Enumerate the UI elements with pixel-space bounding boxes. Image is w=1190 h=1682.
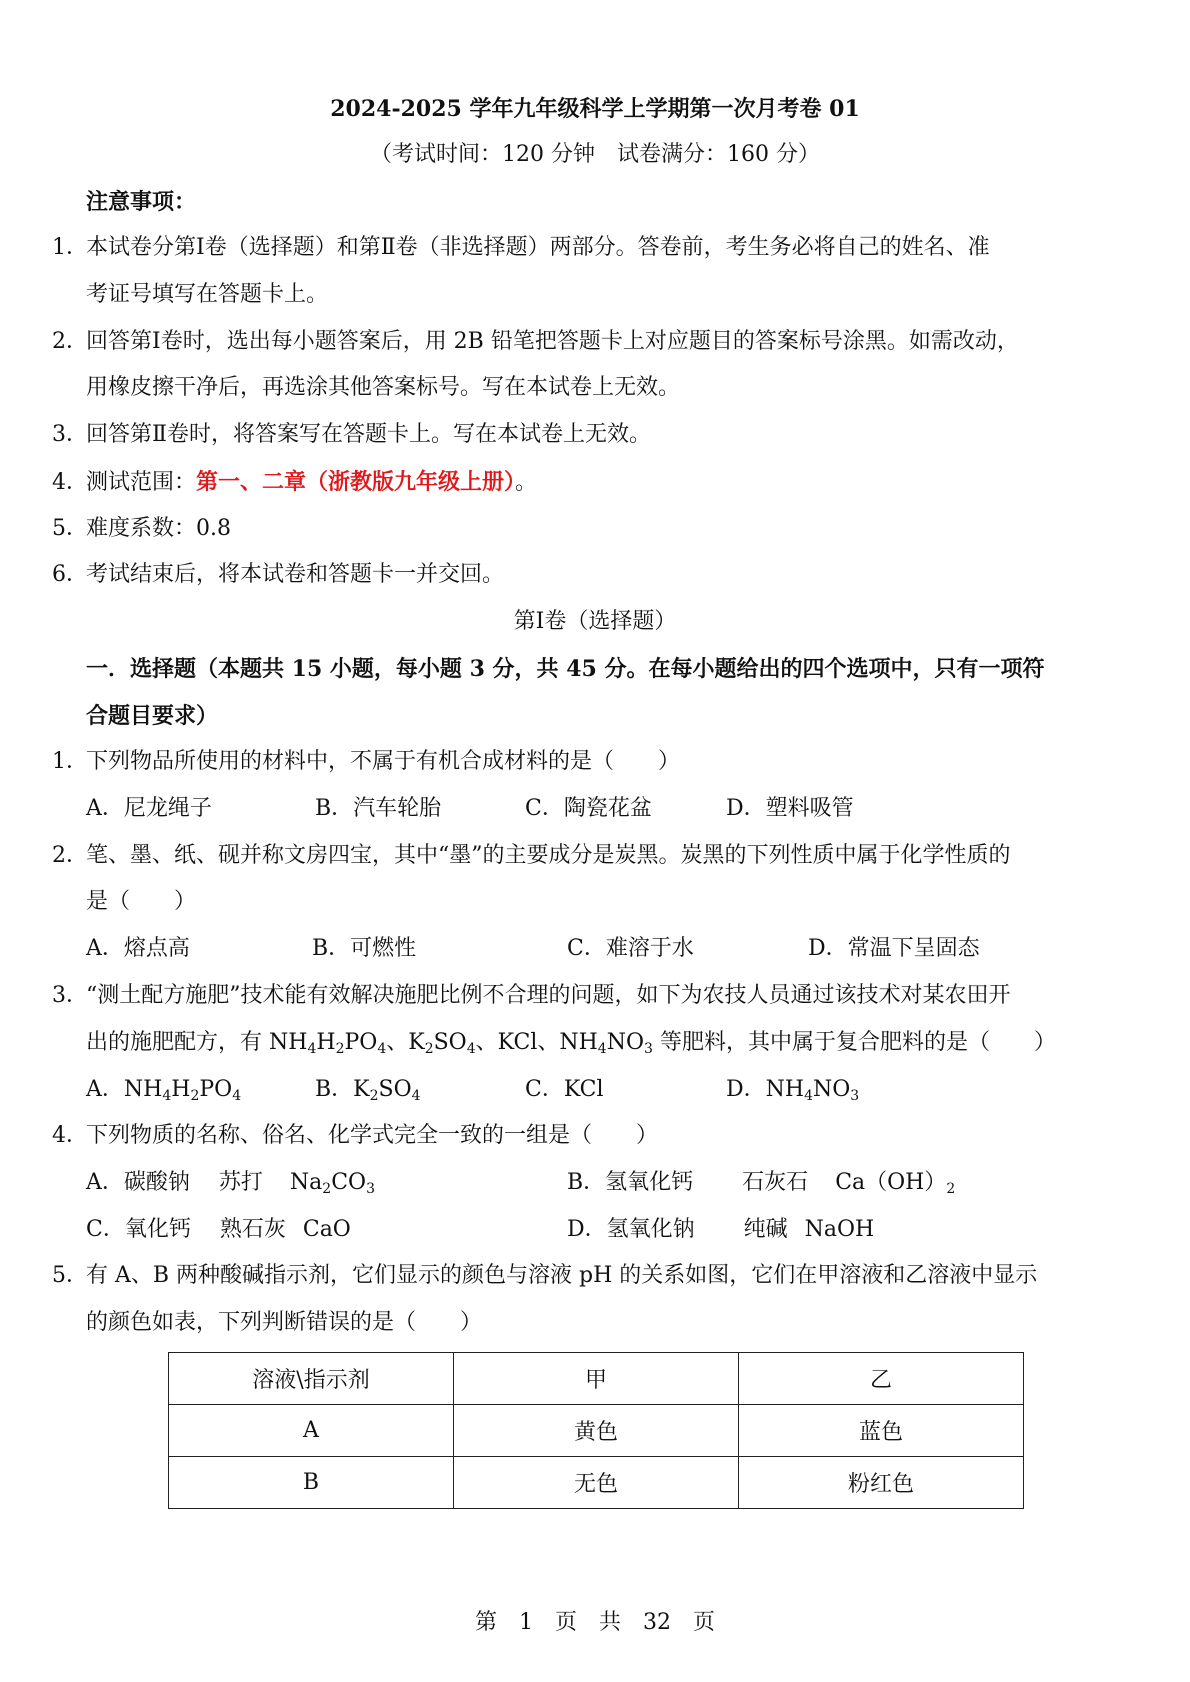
note-item-5: 5．难度系数：0.8 [52,516,231,541]
section-label: 第Ⅰ卷（选择题） [513,609,677,634]
table-header-cell: 乙 [739,1353,1024,1405]
q1-option-d: D．塑料吸管 [726,796,854,821]
note-item-2: 2．回答第Ⅰ卷时，选出每小题答案后，用 2B 铅笔把答题卡上对应题目的答案标号涂黑。如需改动， [52,329,1019,354]
question-2: 2．笔、墨、纸、砚并称文房四宝，其中“墨”的主要成分是炭黑。炭黑的下列性质中属于化学性质的 [52,843,1011,868]
q3-option-a: A．$NH_4H_2PO_4$ [86,1077,242,1104]
note-item-1: 1．本试卷分第Ⅰ卷（选择题）和第Ⅱ卷（非选择题）两部分。答卷前，考生务必将自己的姓名、准 [52,235,990,260]
table-cell: 无色 [454,1457,739,1509]
question-1: 1．下列物品所使用的材料中，不属于有机合成材料的是（ ） [52,749,681,774]
q2-option-d: D．常温下呈固态 [808,936,980,961]
page-footer: 第 1 页 共 32 页 [475,1610,715,1635]
q3-option-d: D．$NH_4NO_3$ [726,1077,860,1104]
table-header-row [169,1353,1024,1405]
question-5: 5．有 A、B 两种酸碱指示剂，它们显示的颜色与溶液 pH 的关系如图，它们在甲溶液和乙溶液中显示 [52,1263,1038,1288]
exam-info: （考试时间：120 分钟 试卷满分：160 分） [370,142,820,167]
q4-option-a: A．碳酸钠 苏打 $Na_2CO_3$ [86,1170,375,1197]
question-5-cont: 的颜色如表，下列判断错误的是（ ） [86,1310,483,1335]
q3-option-b: B．$K_2SO_4$ [315,1077,421,1104]
section-heading-cont: 合题目要求） [86,703,219,729]
note-item-4: 4．测试范围：第一、二章（浙教版九年级上册）。 [52,469,538,495]
table-cell: 粉红色 [739,1457,1024,1509]
q3-option-c: C．KCl [525,1077,604,1102]
note-item-2-cont: 用橡皮擦干净后，再选涂其他答案标号。写在本试卷上无效。 [86,375,681,400]
question-3: 3．“测土配方施肥”技术能有效解决施肥比例不合理的问题，如下为农技人员通过该技术对某农田开 [52,983,1011,1008]
table-row [169,1457,1024,1509]
indicator-table [168,1352,1024,1509]
table-row [169,1405,1024,1457]
question-2-cont: 是（ ） [86,889,197,914]
table-header-cell: 甲 [454,1353,739,1405]
notes-heading: 注意事项： [86,189,197,215]
question-4: 4．下列物质的名称、俗名、化学式完全一致的一组是（ ） [52,1123,659,1148]
note-item-6: 6．考试结束后，将本试卷和答题卡一并交回。 [52,562,505,587]
q2-option-c: C．难溶于水 [567,936,694,961]
page-title: 2024-2025 学年九年级科学上学期第一次月考卷 01 [330,96,860,122]
q4-option-c: C．氧化钙 熟石灰 CaO [86,1217,351,1242]
test-scope: 第一、二章（浙教版九年级上册） [196,469,516,495]
q1-option-a: A．尼龙绳子 [86,796,212,821]
q1-option-b: B．汽车轮胎 [315,796,442,821]
q4-option-b: B．氢氧化钙 石灰石 $Ca(OH)_2$ [567,1170,956,1197]
table-cell: 黄色 [454,1405,739,1457]
q4-option-d: D．氢氧化钠 纯碱 NaOH [567,1217,875,1242]
note-item-3: 3．回答第Ⅱ卷时，将答案写在答题卡上。写在本试卷上无效。 [52,422,651,447]
q2-option-b: B．可燃性 [312,936,417,961]
note-item-1-cont: 考证号填写在答题卡上。 [86,282,329,307]
table-cell: B [169,1457,454,1509]
table-cell: 蓝色 [739,1405,1024,1457]
section-heading: 一．选择题（本题共 15 小题，每小题 3 分，共 45 分。在每小题给出的四个选项中，只有一项符 [86,656,1045,682]
table-header-cell: 溶液\指示剂 [169,1353,454,1405]
q2-option-a: A．熔点高 [86,936,190,961]
question-3-cont: 出的施肥配方，有 $NH_4H_2PO_4$、$K_2SO_4$、KCl、$NH_4NO_3$ 等肥料，其中属于复合肥料的是（ ） [86,1030,1056,1057]
table-cell: A [169,1405,454,1457]
q1-option-c: C．陶瓷花盆 [525,796,652,821]
